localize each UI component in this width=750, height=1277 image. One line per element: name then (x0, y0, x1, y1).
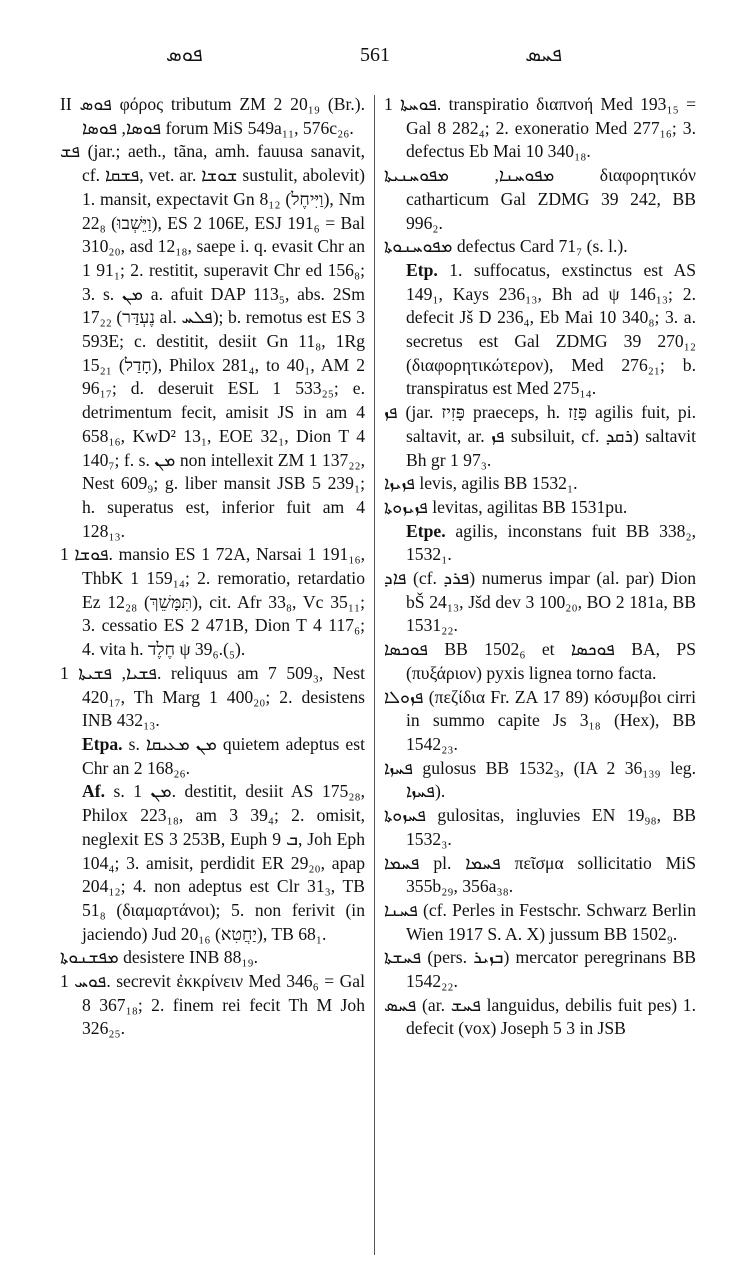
header-left-headword: ܦܘܣ (166, 44, 203, 66)
dictionary-entry: ܡܦܫܢܘܬܐ desistere INB 88₁₉. (60, 947, 259, 968)
subentry-text: s. ܡܢ 1. destitit, desiit AS 175₂₈, Philox 223₁₈, am 3 39₄; 2. omisit, neglexit ES 3 253B, Euph ܒ 9, Joh Eph 104₄; 3. amisit, perdidit ER 29₂₀, apap 204₁₂; 4. non adeptus est Clr 31₃, TB 51₈ (διαμαρτάνοι); 5. non ferivit (in jaciendo) Jud 20₁₆ (יַחֲטִא), TB 68₁. (82, 781, 365, 944)
dictionary-entry: ܦܚܢܐ (cf. Perles in Festschr. Schwarz Berlin Wien 1917 S. A. X) jussum BB 1502₉. (384, 899, 696, 944)
stem-label: Etpe. (406, 520, 446, 541)
dictionary-entry: II ܦܘܣ φόρος tributum ZM 2 20₁₉ (Br.). ܦܘܣܐ, ܦܘܣܐ forum MiS 549a₁₁, 576c₂₆. (60, 94, 365, 138)
dictionary-subentry (60, 780, 365, 946)
dictionary-entry: ܦܙܝܙܐ levis, agilis BB 1532₁. (384, 473, 578, 494)
page-number: 561 (360, 44, 390, 66)
subentry-text: 1. suffocatus, exstinctus est AS 149₁, Kays 236₁₃, Bh ad ψ 146₁₃; 2. defecit Jš D 236₄, Eb Mai 10 340₈; 3. a. secretus est Gal ZDMG 39 270₁₂ (διαφορητικώτερον), Med 276₂₁; b. transpiratus est Med 275₁₄. (406, 259, 697, 399)
dictionary-entry: ܦܙܝܙܘܬܐ levitas, agilitas BB 1531pu. (384, 496, 628, 517)
dictionary-entry: ܦܚܙܘܬܐ gulositas, ingluvies EN 19₉₈, BB 1532₃. (384, 805, 696, 849)
subentry-text: agilis, inconstans fuit BB 338₂, 1532₁. (406, 520, 696, 565)
dictionary-subentry (60, 733, 365, 780)
dictionary-entry: ܦܚܣ (ar. ܦܚܫ languidus, debilis fuit pes) 1. defecit (vox) Joseph 5 3 in JSB (384, 994, 696, 1039)
column-divider (374, 95, 375, 1255)
dictionary-entry: ܦܙܘܠܐ (πεζίδια Fr. ZA 17 89) κόσυμβοι cirri in summo capite Js 3₁₈ (Hex), BB 1542₂₃. (384, 686, 696, 754)
dictionary-entry: ܦܘܫܐ 1. mansio ES 1 72A, Narsai 1 191₁₆, ThbK 1 159₁₄; 2. remoratio, retardatio Ez 12₂₈ (תִּמָּשֵׁךְ), cit. Afr 33₈, Vc 35₁₁; 3. cessatio ES 2 471B, Dion T 4 117₆; 4. vita h. חֶלֶד ψ 39₆.(₅). (60, 544, 365, 660)
dictionary-subentry (384, 259, 696, 401)
dictionary-entry: ܦܘܟܣܐ BB 1502₆ et ܦܘܟܣܐ BA, PS (πυξάριον) pyxis lignea torno facta. (384, 639, 696, 683)
dictionary-entry: ܦܚܙܐ gulosus BB 1532₃, (IA 2 36₁₃₉ leg. ܦܚܙܐ). (384, 757, 696, 802)
dictionary-entry: ܦܫܝܐ, ܦܫܝܬܐ 1. reliquus am 7 509₃, Nest 420₁₇, Th Marg 1 400₂₀; 2. desistens INB 432₁₃. (60, 662, 365, 731)
dictionary-entry: ܦܚܫܬܐ (pers. ܒܙܝܪ) mercator peregrinans BB 1542₂₂. (384, 947, 696, 992)
dictionary-entry: ܦܐܕ (cf. ܦܪܕ) numerus impar (al. par) Dion bŠ 24₁₃, Jšd dev 3 100₂₀, BO 2 181a, BB 1531₂₂. (384, 568, 696, 636)
dictionary-entry: ܦܚܡܐ pl. ܦܚܡܐ πεῖσμα sollicitatio MiS 355b₂₉, 356a₃₈. (384, 852, 696, 897)
dictionary-entry: ܡܦܘܚܢܐ, ܡܦܘܚܢܝܬܐ διαφορητικόν catharticum Gal ZDMG 39 242, BB 996₂. (384, 165, 697, 233)
dictionary-subentry (384, 520, 696, 567)
stem-label: Af. (82, 781, 105, 802)
page-header (0, 44, 750, 74)
left-column (60, 93, 365, 1041)
dictionary-entry: ܦܫ (jar.; aeth., tãna, amh. fauusa sanavit, cf. ܦܫܩܐ, vet. ar. ܫܘܫܐ sustulit, abolevit) 1. mansit, expectavit Gn 8₁₂ (וַיִּיחֶל), Nm 22₈ (וַיֵּשְׁבוּ), ES 2 106E, ESJ 191₆ = Bal 310₂₀, asd 12₁₈, saepe i. q. evasit Chr an 1 91₁; 2. restitit, superavit Chr ed 156₈; 3. s. ܡܢ a. afuit DAP 113₅, abs. 2Sm 17₂₂ (נֶעְדַּר al. ܦܠܚ); b. remotus est ES 3 593E; c. destitit, desiit Gn 11₈, 1Rg 15₂₁ (חָדַל), Philox 281₄, to 40₁, AM 2 96₁₇; d. deseruit ESL 1 533₂₅; e. detrimentum fecit, amisit JS in am 4 658₁₆, KwD² 13₁, EOE 32₁, Dion T 4 140₇; f. s. ܡܢ non intellexit ZM 1 137₂₂, Nest 609₉; g. liber mansit JSB 5 239₁; h. superatus est, inferior fuit am 4 128₁₃. (60, 141, 366, 541)
subentry-text: s. ܡܢ ܡܥܝܩܐ quietem adeptus est Chr an 2 168₂₆. (82, 733, 365, 778)
dictionary-entry: ܦܙ (jar. פָּזִיז praeceps, h. פָּזַז agilis fuit, pi. saltavit, ar. ܦܙ subsiluit, cf. ܪܩܕ) saltavit Bh gr 1 97₃. (384, 402, 697, 470)
dictionary-entry: ܦܘܚܬܐ 1. transpiratio διαπνοή Med 193₁₅ = Gal 8 282₄; 2. exoneratio Med 277₁₆; 3. defectus Eb Mai 10 340₁₈. (384, 94, 696, 162)
right-column (384, 93, 696, 1041)
header-right-headword: ܦܚܣ (525, 44, 562, 66)
stem-label: Etp. (406, 259, 438, 280)
dictionary-entry: ܡܦܘܚܢܘܬܐ defectus Card 71₇ (s. l.). (384, 236, 628, 257)
stem-label: Etpa. (82, 733, 123, 754)
dictionary-entry: ܦܘܚ 1. secrevit ἐκκρίνειν Med 346₆ = Gal 8 367₁₈; 2. finem rei fecit Th M Joh 326₂₅. (60, 971, 365, 1039)
